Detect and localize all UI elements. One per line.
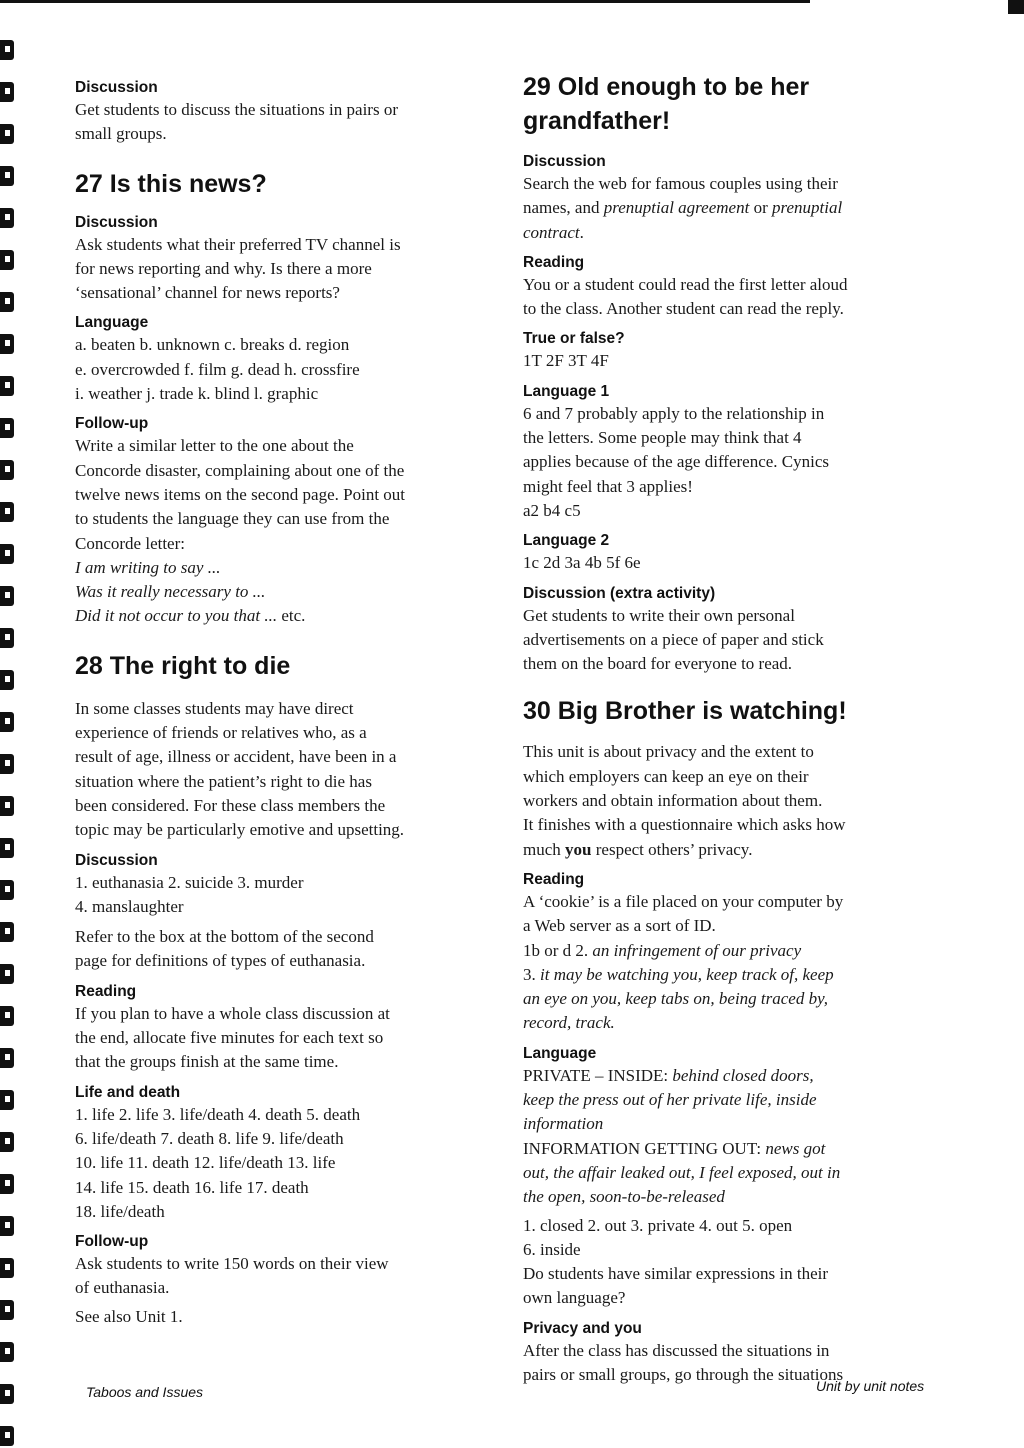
binding-ring [0, 1006, 14, 1026]
binding-ring [0, 1048, 14, 1068]
discussion-top [75, 78, 485, 147]
section-heading: Follow-up [75, 1233, 149, 1251]
unit-title: 30 Big Brother is watching! [523, 697, 847, 726]
answer-line: 6. life/death 7. death 8. life 9. life/death [75, 1128, 344, 1148]
emphasis-you: you [565, 839, 592, 859]
section-heading: Discussion (extra activity) [523, 584, 716, 602]
text-line: If you plan to have a whole class discussion at [75, 1003, 390, 1023]
binding-ring [0, 1174, 14, 1194]
text-line: experience of friends or relatives who, as a [75, 723, 367, 743]
text-line: result of age, illness or accident, have been in a [75, 747, 397, 767]
section-heading: Reading [75, 982, 137, 1000]
text-line: applies because of the age difference. Cynics [523, 452, 830, 472]
text-line [523, 221, 928, 245]
answer-line: 1T 2F 3T 4F [523, 351, 609, 371]
binding-ring [0, 1342, 14, 1362]
binding-ring [0, 502, 14, 522]
answer-line: 1c 2d 3a 4b 5f 6e [523, 553, 641, 573]
binding-ring [0, 1090, 14, 1110]
example-phrase: I am writing to say ... [75, 557, 221, 577]
binding-ring [0, 922, 14, 942]
answer-line: 18. life/death [75, 1201, 165, 1221]
binding-ring [0, 208, 14, 228]
answer-line: 1. closed 2. out 3. private 4. out 5. open [523, 1215, 793, 1235]
category-label: PRIVATE – INSIDE: [523, 1065, 673, 1085]
unit-title: 28 The right to die [75, 651, 291, 680]
answer-italic: an infringement of our privacy [592, 940, 802, 960]
footer-book-title: Taboos and Issues [86, 1384, 204, 1400]
text-line: Ask students what their preferred TV channel is [75, 234, 401, 254]
expression-italic: behind closed doors, [672, 1065, 814, 1085]
answer-italic: record, track. [523, 1013, 615, 1033]
example-phrase: Was it really necessary to ... [75, 582, 266, 602]
right-column [523, 70, 928, 1387]
text-line: Search the web for famous couples using their [523, 174, 838, 193]
text-line: Get students to discuss the situations in pairs or [75, 100, 398, 119]
text-line: small groups. [75, 124, 167, 144]
binding-ring [0, 544, 14, 564]
unit-title: 29 Old enough to be her [523, 73, 810, 101]
example-phrase-line [75, 604, 485, 628]
answer-line: 10. life 11. death 12. life/death 13. life [75, 1153, 336, 1173]
category-label: INFORMATION GETTING OUT: [523, 1138, 766, 1158]
text-line: Concorde disaster, complaining about one of the [75, 460, 405, 480]
text-line: This unit is about privacy and the extent to [523, 742, 814, 762]
expression-italic: news got [765, 1138, 826, 1158]
unit-30 [523, 694, 928, 1387]
answer-line: 1. life 2. life 3. life/death 4. death 5. death [75, 1104, 361, 1124]
text-line: ‘sensational’ channel for news reports? [75, 283, 340, 303]
text-line [523, 196, 928, 220]
text-line: Get students to write their own personal [523, 605, 795, 625]
section-heading: Privacy and you [523, 1319, 642, 1337]
text-line: them on the board for everyone to read. [523, 654, 793, 674]
answer-line: 1. euthanasia 2. suicide 3. murder [75, 872, 304, 892]
text-line: to the class. Another student can read the reply. [523, 299, 844, 319]
text-line: might feel that 3 applies! [523, 476, 693, 496]
binding-ring [0, 754, 14, 774]
text-line: advertisements on a piece of paper and stick [523, 629, 824, 649]
text-line: It finishes with a questionnaire which asks how [523, 815, 846, 835]
answer-line [523, 939, 928, 963]
text-run: or [749, 198, 772, 218]
footer-section-title: Unit by unit notes [816, 1378, 925, 1394]
text-line: a Web server as a sort of ID. [523, 916, 716, 936]
section-heading: Discussion [75, 851, 158, 869]
section-heading: True or false? [523, 330, 625, 348]
answer-line: 14. life 15. death 16. life 17. death [75, 1177, 309, 1197]
binding-ring [0, 1216, 14, 1236]
expression-italic: keep the press out of her private life, inside [523, 1090, 817, 1110]
section-heading: Follow-up [75, 415, 149, 433]
binding-ring [0, 1258, 14, 1278]
binding-ring [0, 1384, 14, 1404]
unit-27 [75, 167, 485, 629]
unit-title: 27 Is this news? [75, 169, 267, 198]
unit-title: grandfather! [523, 107, 671, 135]
binding-ring [0, 334, 14, 354]
binding-ring [0, 250, 14, 270]
text-line: pairs or small groups, go through the situations [523, 1364, 844, 1384]
text-line [523, 1137, 928, 1161]
text-line: own language? [523, 1288, 626, 1308]
binding-ring [0, 82, 14, 102]
top-rule [0, 0, 810, 3]
binding-ring [0, 628, 14, 648]
answer-line: a2 b4 c5 [523, 500, 581, 520]
answer-line [523, 963, 928, 987]
spiral-binding [0, 40, 22, 1440]
text-line: topic may be particularly emotive and upsetting. [75, 820, 405, 840]
answer-italic: it may be watching you, keep track of, keep [540, 964, 834, 984]
binding-ring [0, 1426, 14, 1446]
text-line: In some classes students may have direct [75, 698, 354, 718]
text-run: respect others’ privacy. [591, 839, 753, 859]
text-line: Refer to the box at the bottom of the second [75, 927, 374, 947]
text-line: 6 and 7 probably apply to the relationship in [523, 403, 825, 423]
binding-ring [0, 460, 14, 480]
text-line: twelve news items on the second page. Point out [75, 484, 406, 504]
text-run: 3. [523, 964, 540, 984]
expression-italic: the open, soon-to-be-released [523, 1187, 725, 1207]
unit-29 [523, 70, 928, 676]
text-line [523, 1064, 928, 1088]
example-phrase: Did it not occur to you that ... [75, 606, 278, 626]
text-run: much [523, 839, 566, 859]
term-italic: contract [523, 222, 580, 242]
answer-line: a. beaten b. unknown c. breaks d. region [75, 335, 350, 355]
binding-ring [0, 1300, 14, 1320]
text-line: the end, allocate five minutes for each text so [75, 1028, 384, 1048]
binding-ring [0, 838, 14, 858]
section-heading: Language 1 [523, 382, 610, 400]
section-heading: Reading [523, 253, 585, 271]
text-line [523, 838, 928, 862]
text-line: Concorde letter: [75, 533, 185, 553]
text-run: . [579, 222, 584, 242]
section-heading: Discussion [75, 79, 158, 96]
text-line: to students the language they can use from the [75, 509, 390, 529]
binding-ring [0, 166, 14, 186]
binding-ring [0, 796, 14, 816]
section-heading: Life and death [75, 1083, 181, 1101]
text-run: 1b or d 2. [523, 940, 593, 960]
text-line: for news reporting and why. Is there a more [75, 258, 372, 278]
corner-mark [1008, 0, 1024, 14]
section-heading: Language [75, 314, 149, 332]
section-heading: Discussion [75, 213, 158, 231]
binding-ring [0, 964, 14, 984]
text-line: the letters. Some people may think that 4 [523, 428, 802, 448]
answer-italic: an eye on you, keep tabs on, being traced by, [523, 989, 828, 1009]
text-line: Ask students to write 150 words on their view [75, 1254, 389, 1274]
text-line: been considered. For these class members the [75, 795, 386, 815]
answer-line: e. overcrowded f. film g. dead h. crossfire [75, 359, 360, 379]
binding-ring [0, 40, 14, 60]
unit-28 [75, 649, 485, 1329]
binding-ring [0, 292, 14, 312]
text-line: Write a similar letter to the one about the [75, 436, 354, 456]
binding-ring [0, 418, 14, 438]
answer-line: 4. manslaughter [75, 896, 184, 916]
text-line: A ‘cookie’ is a file placed on your computer by [523, 891, 844, 911]
section-heading: Discussion [523, 153, 606, 170]
binding-ring [0, 670, 14, 690]
answer-line: i. weather j. trade k. blind l. graphic [75, 384, 319, 404]
text-line: Do students have similar expressions in their [523, 1264, 829, 1284]
term-italic: prenuptial agreement [603, 198, 750, 218]
text-line: You or a student could read the first letter aloud [523, 274, 848, 294]
binding-ring [0, 586, 14, 606]
text-line: page for definitions of types of euthanasia. [75, 951, 366, 971]
binding-ring [0, 1132, 14, 1152]
section-heading: Language 2 [523, 532, 610, 550]
etc-text: etc. [277, 606, 306, 626]
section-heading: Reading [523, 870, 585, 888]
expression-italic: out, the affair leaked out, I feel exposed, out in [523, 1162, 841, 1182]
term-italic: prenuptial [771, 198, 843, 218]
text-line: situation where the patient’s right to die has [75, 771, 372, 791]
binding-ring [0, 880, 14, 900]
left-column [75, 78, 485, 1329]
see-also-text: See also Unit 1. [75, 1306, 183, 1326]
text-line: workers and obtain information about them. [523, 791, 823, 811]
section-heading: Language [523, 1044, 597, 1062]
binding-ring [0, 712, 14, 732]
answer-line: 6. inside [523, 1239, 581, 1259]
text-line: that the groups finish at the same time. [75, 1052, 339, 1072]
binding-ring [0, 124, 14, 144]
binding-ring [0, 376, 14, 396]
text-line: which employers can keep an eye on their [523, 766, 809, 786]
text-line: of euthanasia. [75, 1278, 170, 1298]
text-run: names, and [523, 198, 604, 218]
expression-italic: information [523, 1114, 604, 1134]
text-line: After the class has discussed the situations in [523, 1340, 830, 1360]
